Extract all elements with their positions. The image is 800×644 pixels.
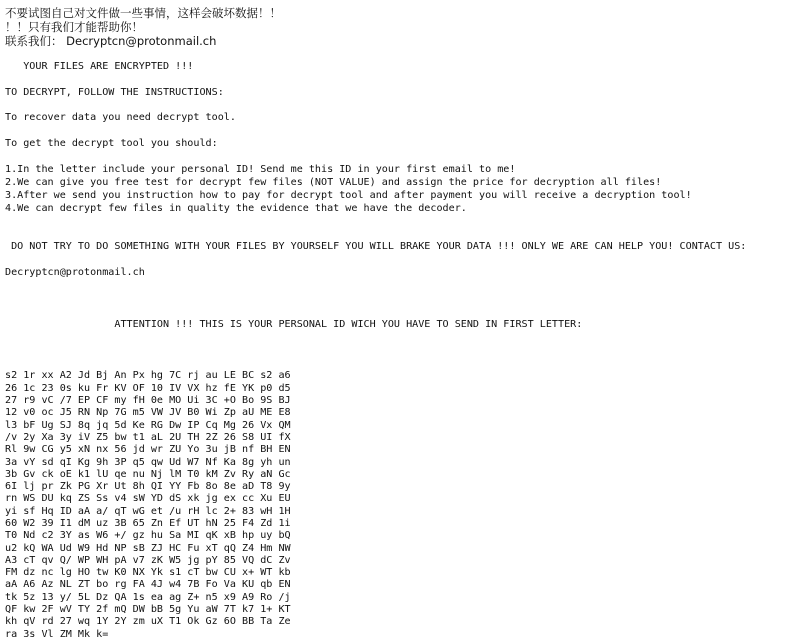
personal-id-line: s2 1r xx A2 Jd Bj An Px hg 7C rj au LE BC s2 a6	[5, 370, 291, 382]
personal-id-line: u2 kQ WA Ud W9 Hd NP sB ZJ HC Fu xT qQ Z4 Hm NW	[5, 542, 291, 554]
personal-id-line: /v 2y Xa 3y iV Z5 bw t1 aL 2U TH 2Z 26 S8 UI fX	[5, 431, 291, 443]
contact-label-cn: 联系我们：	[5, 34, 63, 48]
warning-line-cn-2: ！！只有我们才能帮助你！	[5, 20, 143, 34]
personal-id-line: 27 r9 vC /7 EP CF my fH 0e MO Ui 3C +O Bo 9S BJ	[5, 395, 291, 407]
personal-id-line: 12 v0 oc J5 RN Np 7G m5 VW JV B0 Wi Zp aU ME E8	[5, 407, 291, 419]
personal-id-line: l3 bF Ug SJ 8q jq 5d Ke RG Dw IP Cq Mg 26 Vx QM	[5, 419, 291, 431]
contact-line-cn	[5, 34, 795, 48]
personal-id-line: kh qV rd 27 wq 1Y 2Y zm uX T1 Ok Gz 6O BB Ta Ze	[5, 616, 291, 628]
personal-id-line: ra 3s Vl ZM Mk k=	[5, 628, 109, 640]
instruction-step: 1.In the letter include your personal ID! Send me this ID in your first email to me!	[5, 164, 516, 176]
attention-line: ATTENTION !!! THIS IS YOUR PERSONAL ID WICH YOU HAVE TO SEND IN FIRST LETTER:	[5, 318, 583, 330]
personal-id-line: FM dz nc lg HO tw K0 NX Yk s1 cT bw CU x+ WT kb	[5, 567, 291, 579]
contact-email: Decryptcn@protonmail.ch	[5, 267, 145, 279]
ransom-note-document	[5, 6, 795, 641]
personal-id-line: 26 1c 23 0s ku Fr KV OF 10 IV VX hz fE YK p0 d5	[5, 382, 291, 394]
personal-id-line: 6I lj pr Zk PG Xr Ut 8h QI YY Fb 8o 8e aD T8 9y	[5, 481, 291, 493]
personal-id-line: 3b Gv ck oE k1 lU qe nu Nj lM T0 kM Zv Ry aN Gc	[5, 468, 291, 480]
personal-id-line: tk 5z 13 y/ 5L Dz QA 1s ea ag Z+ n5 x9 A9 Ro /j	[5, 591, 291, 603]
personal-id-block	[5, 370, 795, 641]
warning-line-cn-1: 不要试图自己对文件做一些事情，这样会破坏数据！！	[5, 6, 281, 20]
personal-id-line: QF kw 2F wV TY 2f mQ DW bB 5g Yu aW 7T k7 1+ KT	[5, 604, 291, 616]
contact-email-cn: Decryptcn@protonmail.ch	[66, 34, 217, 48]
instruction-step: 4.We can decrypt few files in quality the evidence that we have the decoder.	[5, 202, 467, 214]
do-not-try-warning: DO NOT TRY TO DO SOMETHING WITH YOUR FILES BY YOURSELF YOU WILL BRAKE YOUR DATA !!! ONLY WE ARE CAN HELP YOU! CONTACT US:	[5, 241, 747, 253]
personal-id-line: 60 W2 39 I1 dM uz 3B 65 Zn Ef UT hN 25 F4 Zd 1i	[5, 518, 291, 529]
instruction-step: 3.After we send you instruction how to pay for decrypt tool and after payment you will receive a decryption tool!	[5, 189, 692, 201]
personal-id-line: T0 Nd c2 3Y as W6 +/ gz hu Sa MI qK xB hp uy bQ	[5, 530, 291, 542]
encrypted-heading: YOUR FILES ARE ENCRYPTED !!!	[5, 60, 194, 72]
personal-id-line: aA A6 Az NL ZT bo rg FA 4J w4 7B Fo Va KU qb EN	[5, 579, 291, 591]
personal-id-line: rn WS DU kq ZS Ss v4 sW YD dS xk jg ex cc Xu EU	[5, 493, 291, 505]
personal-id-line: A3 cT qv Q/ WP WH pA v7 zK W5 jg pY 85 VQ dC Zv	[5, 554, 291, 566]
personal-id-line: Rl 9w CG y5 xN nx 56 jd wr ZU Yo 3u jB nf BH EN	[5, 444, 291, 456]
personal-id-line: 3a vY sd qI Kg 9h 3P q5 qw Ud W7 Nf Ka 8g yh un	[5, 456, 291, 468]
recover-line: To recover data you need decrypt tool.	[5, 112, 236, 124]
personal-id-line: yi sf Hq ID aA a/ qT wG et /u rH lc 2+ 83 wH 1H	[5, 505, 291, 517]
to-decrypt-line: TO DECRYPT, FOLLOW THE INSTRUCTIONS:	[5, 86, 224, 98]
instruction-step: 2.We can give you free test for decrypt few files (NOT VALUE) and assign the price for decryption all files!	[5, 176, 662, 188]
get-tool-line: To get the decrypt tool you should:	[5, 138, 218, 150]
